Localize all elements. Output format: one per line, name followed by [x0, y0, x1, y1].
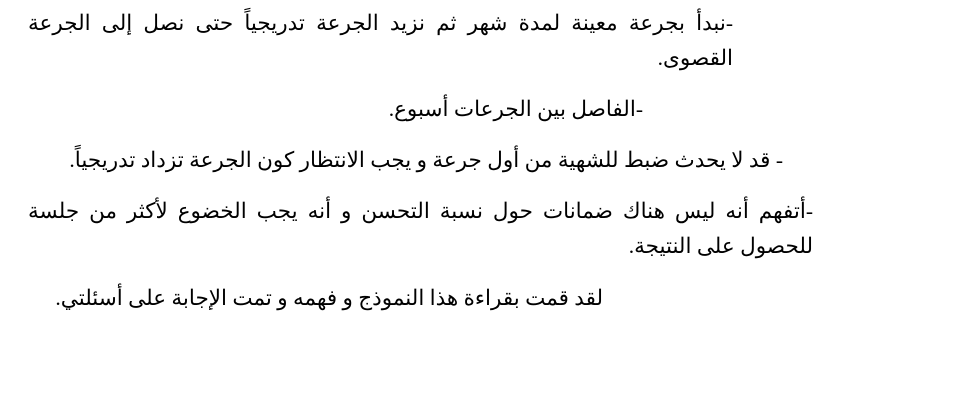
paragraph-appetite-control: - قد لا يحدث ضبط للشهية من أول جرعة و يجب الانتظار كون الجرعة تزداد تدريجياً. — [69, 148, 783, 173]
paragraph-dose-escalation: -نبدأ بجرعة معينة لمدة شهر ثم نزيد الجرعة تدريجياً حتى نصل إلى الجرعة القصوى. — [28, 11, 733, 70]
paragraph-dose-interval: -الفاصل بين الجرعات أسبوع. — [388, 96, 643, 121]
paragraph-consent-acknowledgement: لقد قمت بقراءة هذا النموذج و فهمه و تمت الإجابة على أسئلتي. — [55, 285, 603, 310]
paragraph-no-guarantees: -أتفهم أنه ليس هناك ضمانات حول نسبة التحسن و أنه يجب الخضوع لأكثر من جلسة للحصول على النتيجة. — [28, 199, 813, 259]
